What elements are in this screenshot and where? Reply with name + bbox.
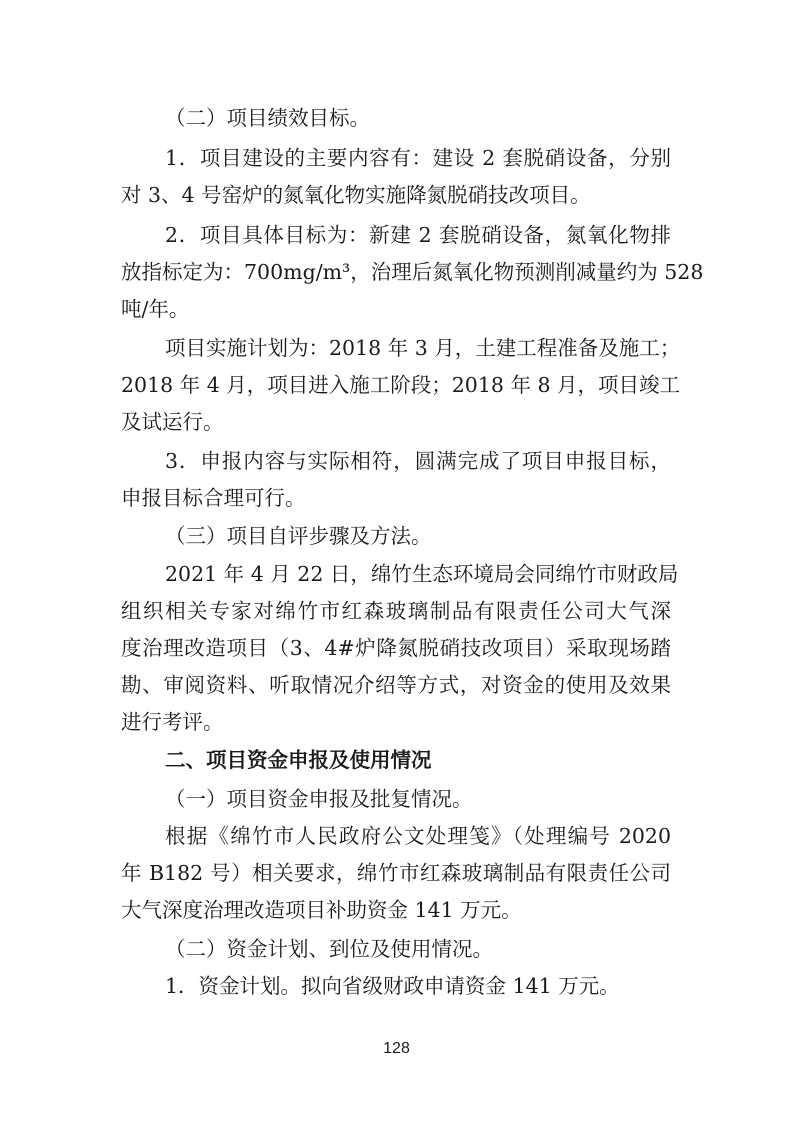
subheading-funding-application: （一）项目资金申报及批复情况。 [165, 787, 473, 811]
paragraph-line: 进行考评。 [121, 710, 224, 734]
paragraph-line: 年 B182 号）相关要求，绵竹市红森玻璃制品有限责任公司 [121, 861, 671, 885]
paragraph-line: 项目实施计划为：2018 年 3 月，土建工程准备及施工； [165, 336, 681, 360]
paragraph-line: 1．项目建设的主要内容有：建设 2 套脱硝设备，分别 [165, 146, 671, 170]
paragraph-line: 根据《绵竹市人民政府公文处理笺》（处理编号 2020 [165, 824, 671, 848]
paragraph-line: 及试运行。 [121, 410, 224, 434]
paragraph-line: 2021 年 4 月 22 日，绵竹生态环境局会同绵竹市财政局 [165, 562, 679, 586]
paragraph-line: 度治理改造项目（3、4#炉降氮脱硝技改项目）采取现场踏 [121, 636, 671, 660]
paragraph-line: 3．申报内容与实际相符，圆满完成了项目申报目标， [165, 449, 671, 473]
paragraph-line: 吨/年。 [121, 297, 190, 321]
paragraph-line: 对 3、4 号窑炉的氮氧化物实施降氮脱硝技改项目。 [121, 183, 591, 207]
paragraph-line: 2．项目具体目标为：新建 2 套脱硝设备，氮氧化物排 [165, 223, 671, 247]
page-number: 128 [383, 1040, 410, 1057]
paragraph-line: 组织相关专家对绵竹市红森玻璃制品有限责任公司大气深 [121, 599, 671, 623]
paragraph-line: 1．资金计划。拟向省级财政申请资金 141 万元。 [165, 974, 620, 998]
subheading-funding-plan: （二）资金计划、到位及使用情况。 [165, 937, 493, 961]
subheading-self-evaluation: （三）项目自评步骤及方法。 [165, 524, 432, 548]
paragraph-line: 勘、审阅资料、听取情况介绍等方式，对资金的使用及效果 [121, 673, 671, 697]
paragraph-line: 申报目标合理可行。 [121, 486, 306, 510]
paragraph-line: 大气深度治理改造项目补助资金 141 万元。 [121, 898, 522, 922]
paragraph-line: 放指标定为：700mg/m³，治理后氮氧化物预测削减量约为 528 [121, 260, 704, 284]
subheading-performance-goals: （二）项目绩效目标。 [165, 106, 370, 130]
section-heading-funding: 二、项目资金申报及使用情况 [165, 748, 432, 772]
paragraph-line: 2018 年 4 月，项目进入施工阶段；2018 年 8 月，项目竣工 [121, 373, 681, 397]
